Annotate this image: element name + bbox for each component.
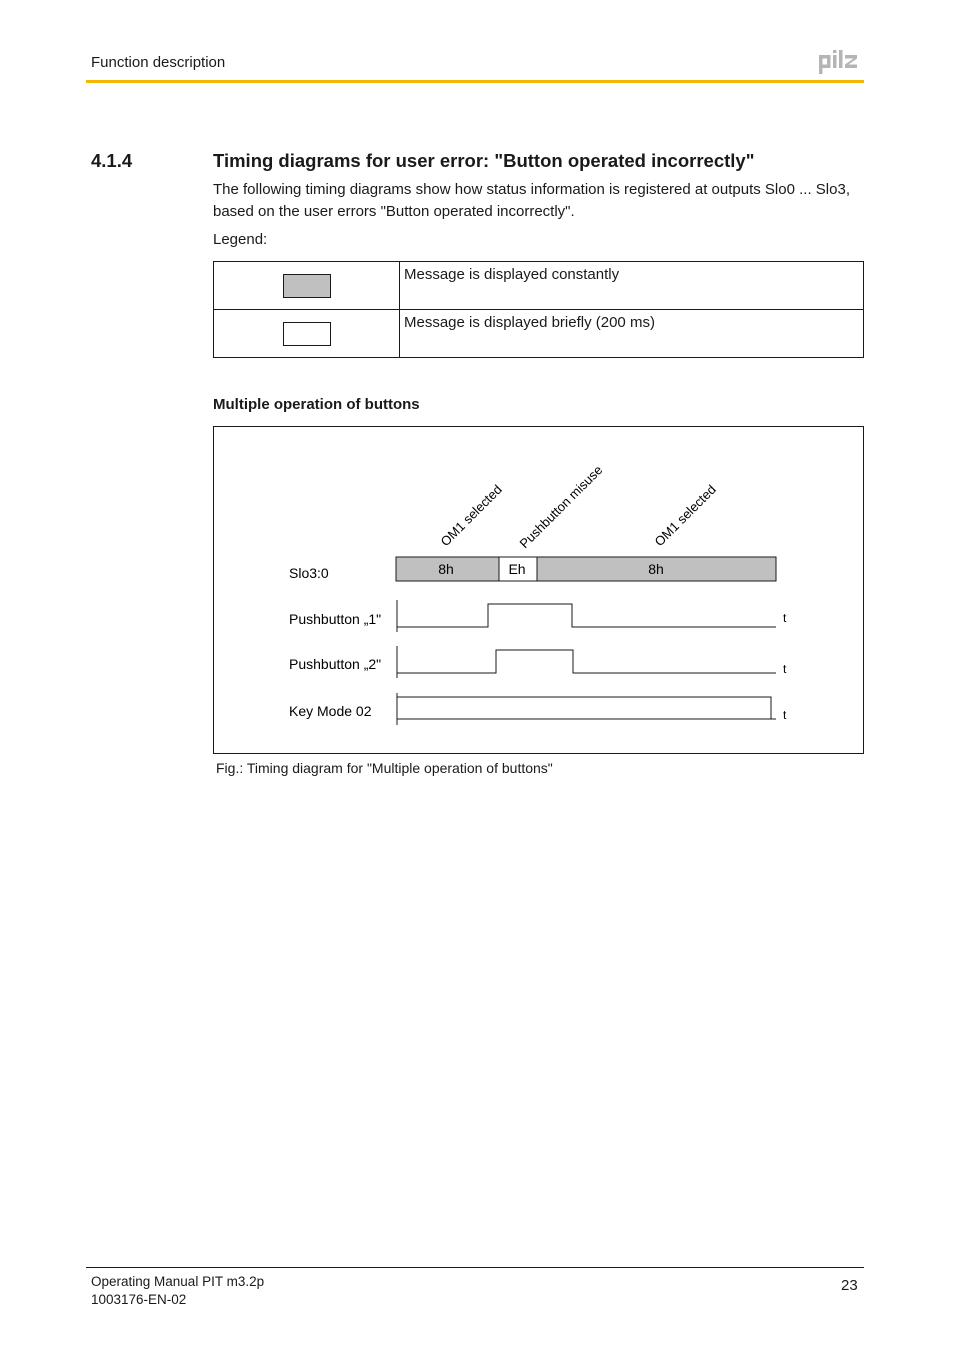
slo-value: Eh [508, 561, 526, 577]
timing-diagram-svg [214, 427, 863, 753]
slo-value: 8h [648, 561, 664, 577]
section-number: 4.1.4 [91, 150, 133, 171]
legend-label: Legend: [213, 231, 268, 248]
signal-label-pb1: Pushbutton „1" [289, 611, 382, 627]
legend-row [214, 262, 864, 310]
time-axis-label: t [783, 662, 787, 676]
event-label: Pushbutton misuse [516, 462, 606, 552]
header-title: Function description [91, 54, 226, 71]
white-box-symbol [283, 322, 331, 346]
signal-label-key: Key Mode 02 [289, 703, 372, 719]
legend-symbol-cell [214, 310, 400, 358]
pilz-logo [818, 50, 864, 81]
legend-text: Message is displayed constantly [400, 262, 864, 310]
pb2-waveform [397, 650, 776, 673]
grey-box-symbol [283, 274, 331, 298]
signal-label-slo: Slo3:0 [289, 565, 329, 581]
legend-table [213, 261, 864, 358]
time-axis-label: t [783, 611, 787, 625]
time-axis-label: t [783, 708, 787, 722]
footer-rule [86, 1267, 864, 1268]
legend-row [214, 310, 864, 358]
intro-paragraph: The following timing diagrams show how status information is registered at outputs Slo0 ... Slo3, based on the user errors "Button operated incorrectly". [213, 181, 850, 220]
footer-document-info [91, 1273, 264, 1309]
section-title: Timing diagrams for user error: "Button operated incorrectly" [213, 150, 755, 171]
footer-document-number: 1003176-EN-02 [91, 1292, 187, 1307]
figure-caption: Fig.: Timing diagram for "Multiple operation of buttons" [216, 760, 553, 776]
timing-diagram [213, 426, 864, 754]
legend-text: Message is displayed briefly (200 ms) [400, 310, 864, 358]
event-label: OM1 selected [651, 481, 719, 550]
pb1-waveform [397, 604, 776, 627]
signal-label-pb2: Pushbutton „2" [289, 656, 382, 672]
footer-manual-title: Operating Manual PIT m3.2p [91, 1274, 265, 1289]
key-waveform [397, 697, 771, 719]
figure-heading: Multiple operation of buttons [213, 396, 420, 413]
page-number: 23 [841, 1277, 858, 1294]
legend-symbol-cell [214, 262, 400, 310]
event-label: OM1 selected [437, 481, 505, 550]
slo-value: 8h [438, 561, 454, 577]
header-rule [86, 80, 864, 83]
